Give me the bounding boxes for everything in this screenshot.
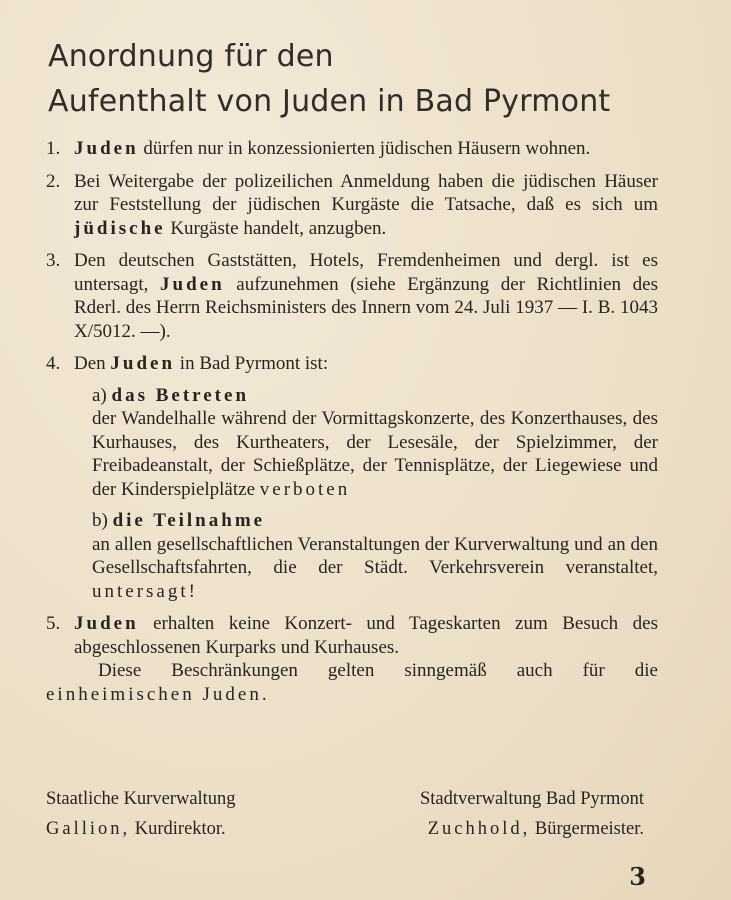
item-text: Den deutschen Gaststätten, Hotels, Fremdenheimen und dergl. ist es untersagt, — [74, 250, 658, 295]
right-signatory — [428, 814, 644, 844]
left-name: Gallion, — [46, 819, 131, 839]
signature-block — [46, 784, 644, 844]
sub-text: der Wandelhalle während der Vormittagskonzerte, des Konzerthauses, des Kurhauses, des Kurtheaters, der Lesesäle, der Spielzimmer, der Freibadeanstalt, der Schießplätze, der Tennisplätze, der Liegewiese und der Kinderspielplätze — [92, 408, 658, 500]
item-number: 5. — [46, 613, 61, 634]
spaced-emphasis: einheimischen Juden. — [46, 683, 270, 705]
title-line-2: Aufenthalt von Juden in Bad Pyrmont — [48, 84, 611, 119]
sub-text: an allen gesellschaftlichen Veranstaltungen der Kurverwaltung und an den Gesellschaftsfahrten, die der Städt. Verkehrsverein veranstaltet, — [92, 533, 658, 578]
item-text: Kurgäste handelt, anzugben. — [165, 217, 387, 239]
right-name: Zuchhold, — [427, 819, 531, 839]
spaced-emphasis: Juden — [110, 353, 176, 374]
regulation-item-4 — [46, 352, 658, 603]
title-line-1: Anordnung für den — [48, 39, 334, 74]
left-role: Kurdirektor. — [130, 819, 226, 839]
item-number: 1. — [46, 138, 61, 159]
sub-item-b — [74, 509, 658, 603]
item-text: dürfen nur in konzessionierten jüdischen Häusern wohnen. — [138, 138, 591, 159]
regulation-item-3 — [46, 249, 658, 343]
right-role: Bürgermeister. — [530, 819, 644, 839]
spaced-emphasis: verboten — [259, 478, 351, 500]
closing-text: Diese Beschränkungen gelten sinngemäß auch für die — [98, 660, 658, 681]
regulation-item-1 — [46, 137, 658, 161]
sub-item-a — [74, 384, 658, 502]
spaced-emphasis: untersagt! — [92, 580, 198, 602]
item-text: Den — [74, 353, 111, 374]
item-number: 4. — [46, 353, 61, 374]
regulation-item-5 — [46, 612, 658, 706]
regulation-item-2 — [46, 170, 658, 241]
item-text: Bei Weitergabe der polizeilichen Anmeldung haben die jüdischen Häuser zur Feststellung der jüdischen Kurgäste die Tatsache, daß es sich um — [74, 170, 658, 215]
item-number: 3. — [46, 250, 61, 271]
closing-note — [46, 659, 658, 706]
sub-letter: a) — [92, 384, 107, 406]
item-number: 2. — [46, 170, 61, 192]
spaced-emphasis: Juden — [74, 138, 139, 159]
sub-letter: b) — [92, 510, 108, 531]
spaced-emphasis: jüdische — [74, 217, 166, 239]
sub-heading: das Betreten — [111, 384, 250, 406]
sub-heading: die Teilnahme — [112, 510, 266, 531]
left-signatory — [46, 814, 226, 844]
page-number: 3 — [629, 862, 646, 891]
item-text: erhalten keine Konzert- und Tageskarten zum Besuch des abgeschlossenen Kurparks und Kurhauses. — [74, 613, 658, 658]
regulation-list — [46, 137, 658, 715]
document-title — [48, 34, 610, 124]
spaced-emphasis: Juden — [160, 273, 225, 295]
spaced-emphasis: Juden — [74, 613, 139, 634]
item-text: in Bad Pyrmont ist: — [175, 353, 329, 374]
left-organization: Staatliche Kurverwaltung — [46, 789, 236, 809]
item-text: aufzunehmen (siehe Ergänzung der Richtlinien des Rderl. des Herrn Reichsministers des Innern vom 24. Juli 1937 — I. B. 1043 X/5012. —). — [74, 273, 658, 342]
right-organization: Stadtverwaltung Bad Pyrmont — [419, 789, 644, 809]
